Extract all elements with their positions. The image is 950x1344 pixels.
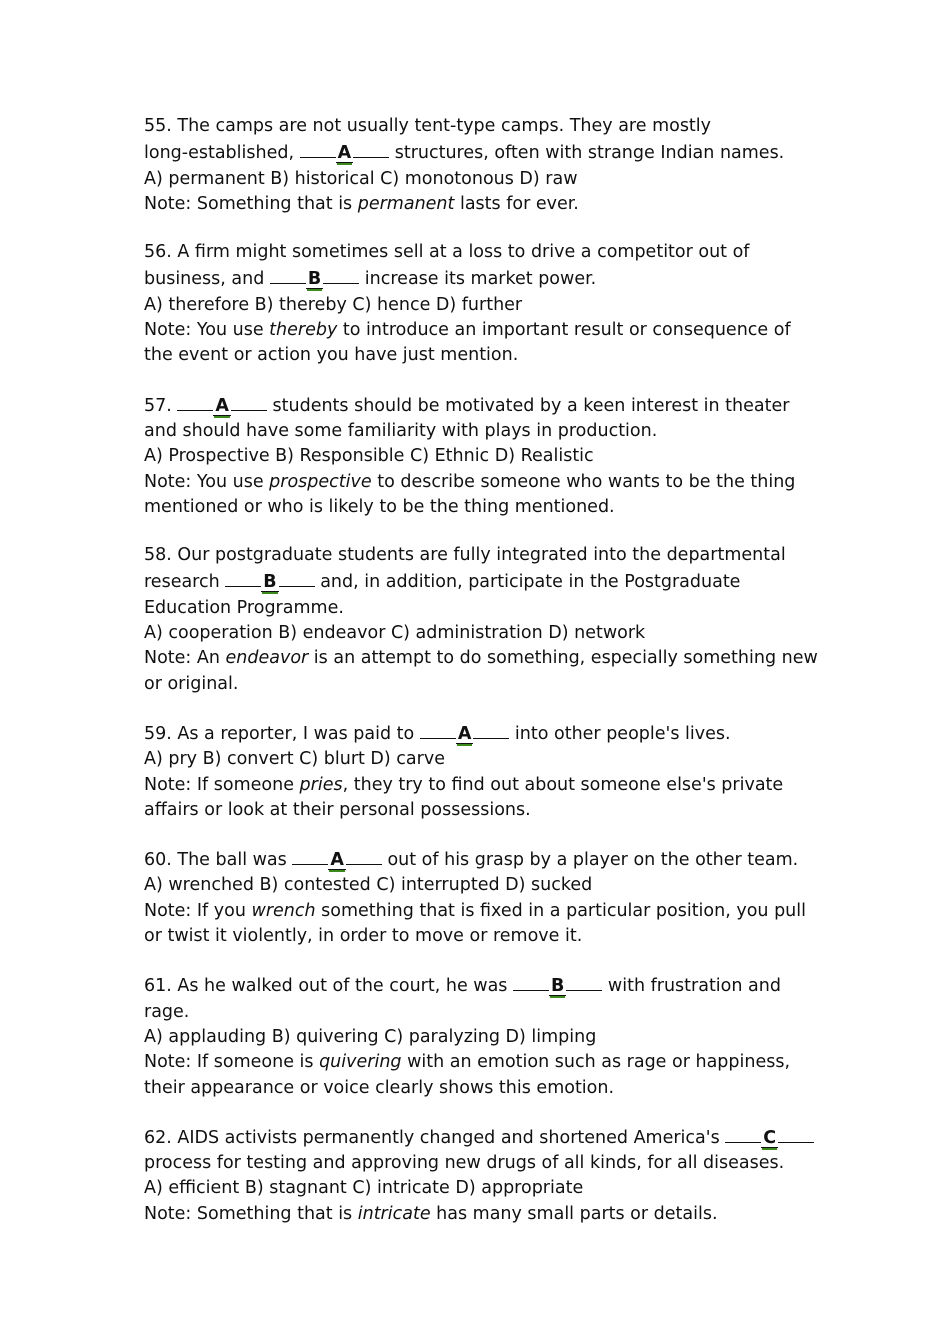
answer-letter: B bbox=[263, 572, 277, 593]
answer-options: A) therefore B) thereby C) hence D) further bbox=[144, 294, 523, 315]
answer-blank bbox=[725, 1124, 814, 1151]
question-text: 60. The ball was bbox=[144, 850, 293, 871]
question-text: into other people's lives. bbox=[509, 723, 731, 744]
answer-letter: A bbox=[215, 395, 229, 416]
question-text: business, and bbox=[144, 269, 270, 290]
answer-letter: A bbox=[337, 143, 352, 164]
question-text: 56. A firm might sometimes sell at a loss to drive a competitor out of bbox=[144, 242, 750, 263]
question-text: and should have some familiarity with plays in production. bbox=[144, 420, 658, 441]
note-continued: their appearance or voice clearly shows this emotion. bbox=[144, 1077, 615, 1098]
question-text: 59. As a reporter, I was paid to bbox=[144, 723, 420, 744]
question-text: 62. AIDS activists permanently changed and shortened America's bbox=[144, 1127, 726, 1148]
question-text: increase its market power. bbox=[359, 269, 597, 290]
document-page bbox=[144, 114, 824, 1250]
note-continued: affairs or look at their personal possessions. bbox=[144, 799, 531, 820]
question-text: research bbox=[144, 572, 226, 593]
note: Note: An endeavor is an attempt to do something, especially something new bbox=[144, 648, 818, 669]
question-59 bbox=[144, 720, 824, 823]
answer-blank bbox=[292, 846, 382, 873]
note-continued: mentioned or who is likely to be the thing mentioned. bbox=[144, 496, 615, 517]
answer-letter: A bbox=[330, 850, 344, 871]
question-62 bbox=[144, 1124, 824, 1227]
question-text: process for testing and approving new drugs of all kinds, for all diseases. bbox=[144, 1153, 785, 1174]
answer-blank bbox=[225, 568, 314, 595]
answer-letter: A bbox=[457, 723, 472, 744]
question-57 bbox=[144, 392, 824, 520]
note-continued: or twist it violently, in order to move or remove it. bbox=[144, 926, 583, 947]
note-term: thereby bbox=[269, 320, 338, 341]
note: Note: If you wrench something that is fixed in a particular position, you pull bbox=[144, 900, 806, 921]
note: Note: Something that is permanent lasts for ever. bbox=[144, 193, 579, 214]
question-55 bbox=[144, 114, 824, 217]
answer-options: A) efficient B) stagnant C) intricate D) appropriate bbox=[144, 1178, 584, 1199]
answer-letter: B bbox=[307, 269, 322, 290]
note-term: quivering bbox=[319, 1052, 402, 1073]
question-text: with frustration and bbox=[602, 976, 781, 997]
answer-options: A) pry B) convert C) blurt D) carve bbox=[144, 749, 445, 770]
question-text: students should be motivated by a keen interest in theater bbox=[266, 395, 790, 416]
question-text: structures, often with strange Indian names. bbox=[389, 143, 785, 164]
question-58 bbox=[144, 543, 824, 697]
note-term: intricate bbox=[357, 1203, 431, 1224]
question-60 bbox=[144, 846, 824, 949]
answer-blank bbox=[300, 139, 390, 166]
question-text: rage. bbox=[144, 1001, 190, 1022]
answer-options: A) applauding B) quivering C) paralyzing D) limping bbox=[144, 1026, 597, 1047]
note-term: permanent bbox=[357, 193, 455, 214]
question-text: 58. Our postgraduate students are fully integrated into the departmental bbox=[144, 545, 786, 566]
note: Note: If someone is quivering with an emotion such as rage or happiness, bbox=[144, 1052, 791, 1073]
note: Note: Something that is intricate has many small parts or details. bbox=[144, 1203, 718, 1224]
answer-blank bbox=[270, 265, 359, 292]
note-term: pries bbox=[299, 774, 343, 795]
answer-options: A) wrenched B) contested C) interrupted D) sucked bbox=[144, 875, 593, 896]
question-text: out of his grasp by a player on the other team. bbox=[381, 850, 799, 871]
answer-options: A) permanent B) historical C) monotonous D) raw bbox=[144, 168, 578, 189]
question-text: long-established, bbox=[144, 143, 300, 164]
note: Note: If someone pries, they try to find out about someone else's private bbox=[144, 774, 784, 795]
answer-letter: B bbox=[551, 976, 565, 997]
answer-options: A) Prospective B) Responsible C) Ethnic D) Realistic bbox=[144, 446, 594, 467]
note-term: wrench bbox=[251, 900, 316, 921]
question-text: and, in addition, participate in the Postgraduate bbox=[314, 572, 741, 593]
answer-blank bbox=[513, 972, 602, 999]
question-text: 57. bbox=[144, 395, 178, 416]
question-text: Education Programme. bbox=[144, 597, 344, 618]
question-text: 55. The camps are not usually tent-type camps. They are mostly bbox=[144, 116, 712, 136]
note-continued: the event or action you have just mention. bbox=[144, 345, 519, 366]
answer-blank bbox=[177, 392, 267, 419]
note: Note: You use prospective to describe someone who wants to be the thing bbox=[144, 471, 796, 492]
note: Note: You use thereby to introduce an important result or consequence of bbox=[144, 320, 791, 341]
answer-options: A) cooperation B) endeavor C) administration D) network bbox=[144, 623, 646, 644]
note-continued: or original. bbox=[144, 673, 239, 694]
note-term: prospective bbox=[269, 471, 372, 492]
answer-letter: C bbox=[763, 1127, 777, 1148]
question-text: 61. As he walked out of the court, he was bbox=[144, 976, 513, 997]
answer-blank bbox=[420, 720, 510, 747]
question-56 bbox=[144, 240, 824, 368]
question-61 bbox=[144, 972, 824, 1100]
note-term: endeavor bbox=[225, 648, 309, 669]
